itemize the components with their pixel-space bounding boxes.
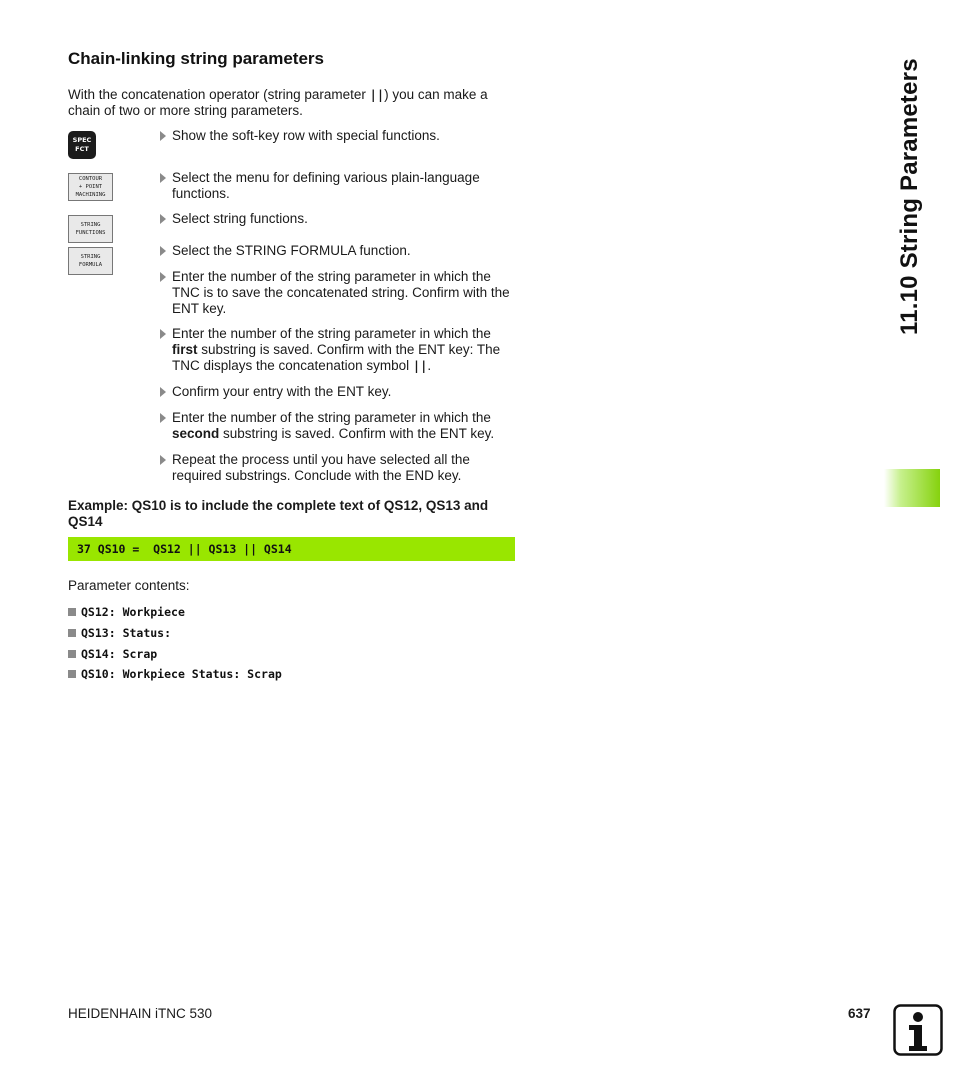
parameter-contents-label: Parameter contents:: [68, 578, 190, 593]
step-text: Select the STRING FORMULA function.: [172, 243, 411, 258]
triangle-right-icon: [160, 329, 166, 339]
softkey-label-line: STRING: [80, 222, 101, 228]
triangle-right-icon: [160, 131, 166, 141]
parameter-value: Workpiece: [122, 605, 185, 619]
softkey-label-line: FORMULA: [78, 262, 103, 268]
triangle-right-icon: [160, 214, 166, 224]
step-text: Confirm your entry with the ENT key.: [172, 384, 392, 399]
concat-symbol: ||: [412, 359, 428, 373]
triangle-right-icon: [160, 387, 166, 397]
square-bullet-icon: [68, 629, 76, 637]
step-text-before: Enter the number of the string parameter in which the: [172, 326, 491, 341]
parameter-list-item: [68, 625, 171, 641]
step-item: [160, 384, 520, 400]
chapter-side-title: 11.10 String Parameters: [896, 58, 923, 335]
chapter-tab-marker: [884, 469, 940, 507]
square-bullet-icon: [68, 650, 76, 658]
intro-text-before: With the concatenation operator (string parameter: [68, 87, 370, 102]
triangle-right-icon: [160, 455, 166, 465]
string-formula-softkey[interactable]: [68, 247, 113, 275]
footer-product: HEIDENHAIN iTNC 530: [68, 1006, 213, 1021]
parameter-value: Scrap: [122, 647, 158, 661]
key-label-line: FCT: [75, 145, 89, 153]
step-item: [160, 211, 520, 227]
step-text: Select the menu for defining various plain-language functions.: [172, 170, 480, 201]
step-text: [172, 326, 520, 374]
step-item: [160, 326, 520, 374]
softkey-label-line: CONTOUR: [78, 176, 103, 182]
parameter-name: QS14:: [81, 647, 116, 661]
step-text: Show the soft-key row with special functions.: [172, 128, 440, 143]
triangle-right-icon: [160, 272, 166, 282]
intro-paragraph: [68, 87, 518, 119]
step-item: [160, 410, 520, 442]
triangle-right-icon: [160, 413, 166, 423]
step-text-after: substring is saved. Confirm with the ENT key: The TNC displays the concatenation symbol: [172, 342, 501, 373]
key-label-line: SPEC: [72, 136, 92, 144]
step-emphasis: second: [172, 426, 220, 441]
example-title: Example: QS10 is to include the complete text of QS12, QS13 and QS14: [68, 498, 489, 529]
softkey-label-line: FUNCTIONS: [75, 230, 106, 236]
step-text-before: Enter the number of the string parameter in which the: [172, 410, 491, 425]
square-bullet-icon: [68, 608, 76, 616]
softkey-label-line: STRING: [80, 254, 101, 260]
parameter-name: QS12:: [81, 605, 116, 619]
info-icon: [893, 1004, 943, 1056]
parameter-value: Workpiece Status: Scrap: [122, 667, 282, 681]
contour-point-machining-softkey[interactable]: [68, 173, 113, 201]
code-line: 37 QS10 = QS12 || QS13 || QS14: [68, 537, 515, 561]
step-item: [160, 128, 520, 144]
step-item: [160, 170, 520, 202]
step-text: Repeat the process until you have selected all the required substrings. Conclude with the END key.: [172, 452, 470, 483]
softkey-label-line: + POINT: [78, 184, 103, 190]
parameter-list-item: [68, 666, 282, 682]
triangle-right-icon: [160, 173, 166, 183]
parameter-list-item: [68, 604, 185, 620]
parameter-name: QS10:: [81, 667, 116, 681]
step-text: [172, 410, 520, 442]
step-text-after: substring is saved. Confirm with the ENT key.: [219, 426, 495, 441]
parameter-list-item: [68, 646, 157, 662]
step-item: [160, 452, 520, 484]
softkey-label-line: MACHINING: [75, 192, 106, 198]
section-heading: Chain-linking string parameters: [68, 49, 324, 68]
step-text: Select string functions.: [172, 211, 308, 226]
step-emphasis: first: [172, 342, 198, 357]
square-bullet-icon: [68, 670, 76, 678]
step-text: Enter the number of the string parameter in which the TNC is to save the concatenated string. Confirm with the ENT key.: [172, 269, 510, 316]
parameter-name: QS13:: [81, 626, 116, 640]
string-functions-softkey[interactable]: [68, 215, 113, 243]
step-item: [160, 269, 520, 317]
spec-fct-key[interactable]: [68, 131, 96, 159]
step-text-end: .: [427, 358, 432, 373]
triangle-right-icon: [160, 246, 166, 256]
page-number: 637: [848, 1006, 871, 1021]
parameter-value: Status:: [122, 626, 172, 640]
step-item: [160, 243, 520, 259]
intro-text-after: ) you can make a chain of two or more string parameters.: [68, 87, 488, 118]
concat-operator: ||: [369, 88, 385, 102]
